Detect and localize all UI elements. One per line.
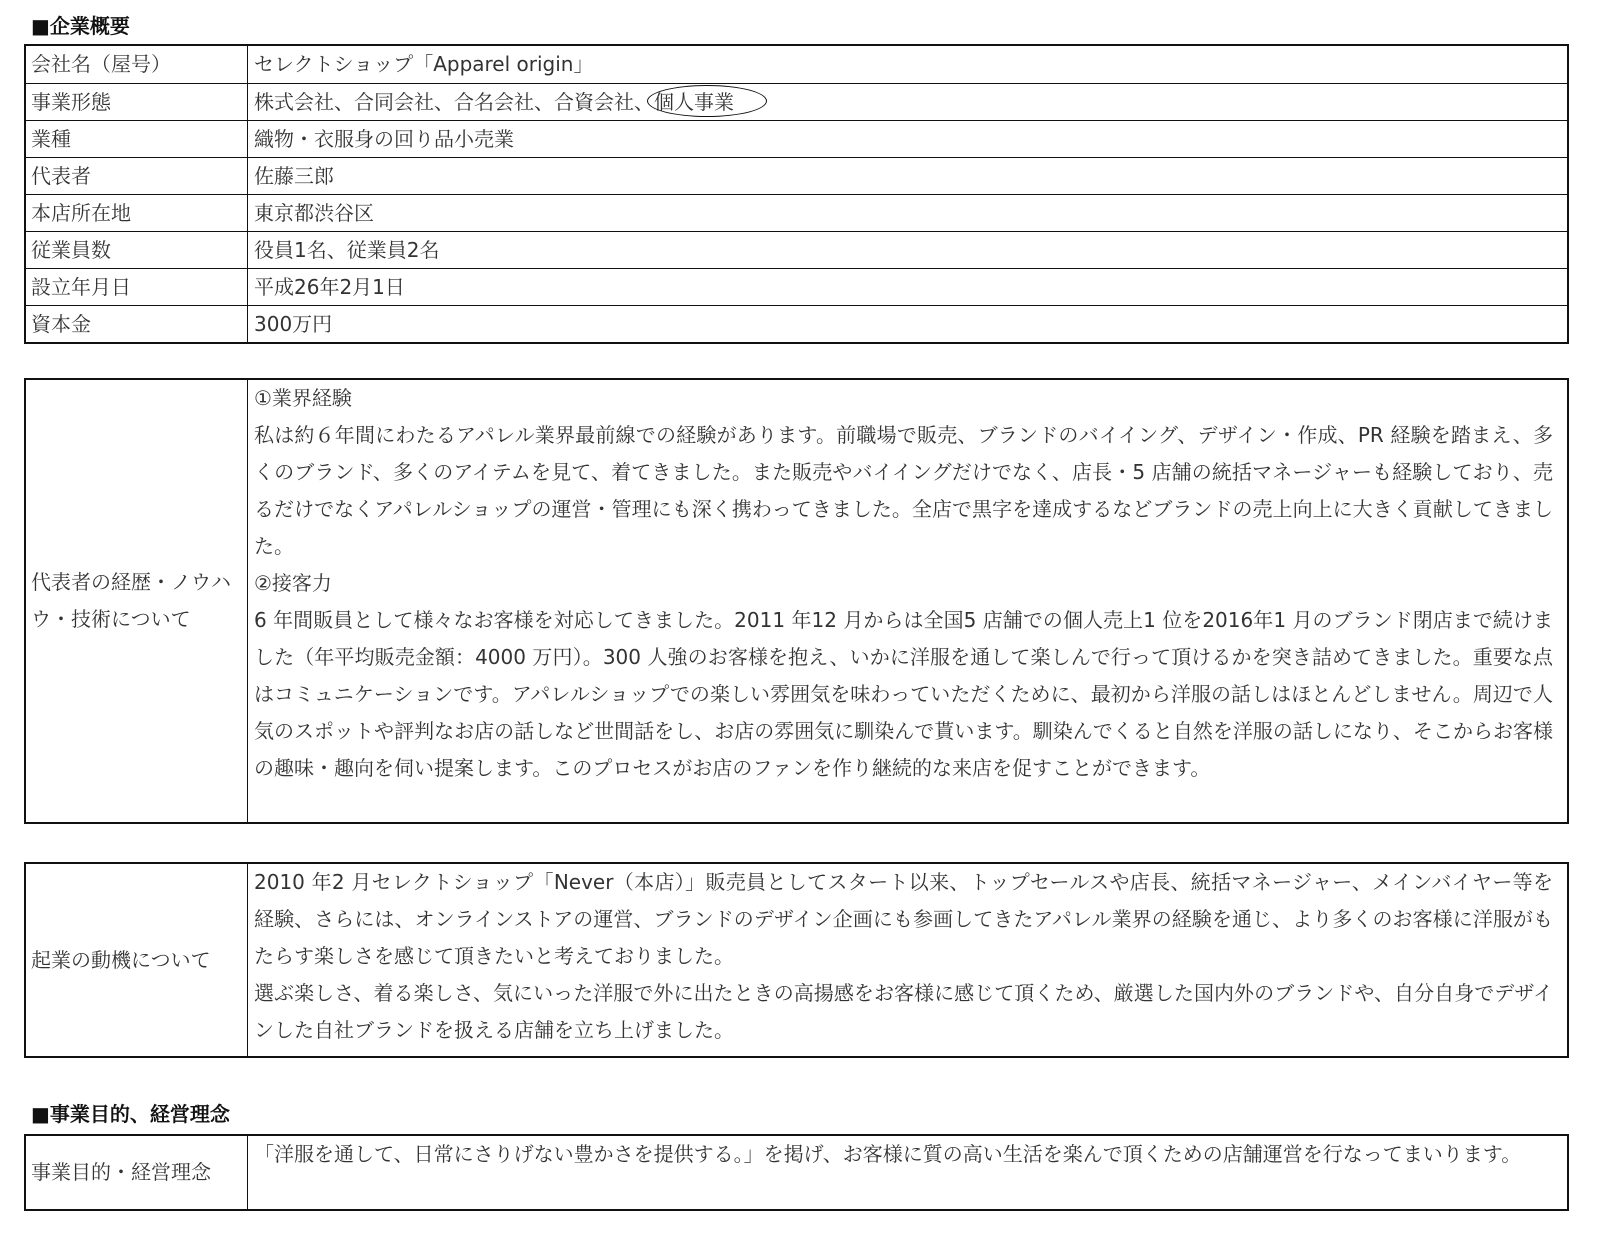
career-table bbox=[24, 378, 1569, 824]
business-form-selected: 個人事業 bbox=[654, 84, 734, 120]
career-value bbox=[248, 380, 1567, 822]
motive-value bbox=[248, 864, 1567, 1056]
business-form-label: 事業形態 bbox=[26, 84, 248, 120]
business-form-value bbox=[248, 84, 1567, 120]
table-row bbox=[26, 268, 1567, 305]
capital-label: 資本金 bbox=[26, 306, 248, 342]
representative-label: 代表者 bbox=[26, 158, 248, 194]
table-row bbox=[26, 864, 1567, 1056]
motive-label: 起業の動機について bbox=[26, 864, 248, 1056]
table-row bbox=[26, 380, 1567, 822]
table-row bbox=[26, 1136, 1567, 1209]
table-row bbox=[26, 157, 1567, 194]
purpose-value: 「洋服を通して、日常にさりげない豊かさを提供する。」を掲げ、お客様に質の高い生活を楽んで頂くための店舗運営を行なってまいります。 bbox=[254, 1142, 1522, 1166]
industry-experience-title: ①業界経験 bbox=[254, 386, 352, 410]
table-row bbox=[26, 83, 1567, 120]
head-office-value: 東京都渋谷区 bbox=[254, 201, 374, 225]
capital-value: 300万円 bbox=[254, 312, 333, 336]
table-row bbox=[26, 305, 1567, 342]
founded-date-label: 設立年月日 bbox=[26, 269, 248, 305]
table-row bbox=[26, 231, 1567, 268]
motive-paragraph-2: 選ぶ楽しさ、着る楽しさ、気にいった洋服で外に出たときの高揚感をお客様に感じて頂くため、厳選した国内外のブランドや、自分自身でデザインした自社ブランドを扱える店舗を立ち上げました。 bbox=[254, 981, 1553, 1042]
table-row bbox=[26, 46, 1567, 83]
head-office-label: 本店所在地 bbox=[26, 195, 248, 231]
selection-circle bbox=[647, 85, 767, 117]
purpose-table bbox=[24, 1134, 1569, 1211]
industry-label: 業種 bbox=[26, 121, 248, 157]
industry-experience-text: 私は約６年間にわたるアパレル業界最前線での経験があります。前職場で販売、ブランドのバイイング、デザイン・作成、PR 経験を踏まえ、多くのブランド、多くのアイテムを見て、着てきました。また販売やバイイングだけでなく、店長・5 店舗の統括マネージャーも経験しており、売るだけでなくアパレルショップの運営・管理にも深く携わってきました。全店で黒字を達成するなどブランドの売上向上に大きく貢献してきました。 bbox=[254, 423, 1553, 558]
purpose-label: 事業目的・経営理念 bbox=[26, 1136, 248, 1209]
company-name-value: セレクトショップ「Apparel origin」 bbox=[254, 52, 594, 76]
motive-paragraph-1: 2010 年2 月セレクトショップ「Never（本店）」販売員としてスタート以来、トップセールスや店長、統括マネージャー、メインバイヤー等を経験、さらには、オンラインストアの運営、ブランドのデザイン企画にも参画してきたアパレル業界の経験を通じ、より多くのお客様に洋服がもたらす楽しさを感じて頂きたいと考えておりました。 bbox=[254, 870, 1553, 968]
career-label: 代表者の経歴・ノウハウ・技術について bbox=[26, 380, 248, 822]
industry-value: 織物・衣服身の回り品小売業 bbox=[254, 127, 514, 151]
employees-value: 役員1名、従業員2名 bbox=[254, 238, 440, 262]
representative-value: 佐藤三郎 bbox=[254, 164, 334, 188]
motive-table bbox=[24, 862, 1569, 1058]
table-row bbox=[26, 120, 1567, 157]
table-row bbox=[26, 194, 1567, 231]
business-form-options: 株式会社、合同会社、合名会社、合資会社、 bbox=[254, 90, 654, 114]
customer-service-text: 6 年間販員として様々なお客様を対応してきました。2011 年12 月からは全国5 店舗での個人売上1 位を2016年1 月のブランド閉店まで続けました（年平均販売金額：4000 万円）。300 人強のお客様を抱え、いかに洋服を通して楽しんで行って頂けるかを突き詰めてきました。重要な点はコミュニケーションです。アパレルショップでの楽しい雰囲気を味わっていただくために、最初から洋服の話しはほとんどしません。周辺で人気のスポットや評判なお店の話しなど世間話をし、お店の雰囲気に馴染んで貰います。馴染んでくると自然を洋服の話しになり、そこからお客様の趣味・趣向を伺い提案します。このプロセスがお店のファンを作り継続的な来店を促すことができます。 bbox=[254, 608, 1553, 780]
section-heading-overview: ■企業概要 bbox=[31, 14, 130, 38]
company-overview-table bbox=[24, 44, 1569, 344]
customer-service-title: ②接客力 bbox=[254, 571, 332, 595]
company-name-label: 会社名（屋号） bbox=[26, 46, 248, 83]
founded-date-value: 平成26年2月1日 bbox=[254, 275, 405, 299]
section-heading-purpose: ■事業目的、経営理念 bbox=[31, 1102, 230, 1126]
employees-label: 従業員数 bbox=[26, 232, 248, 268]
